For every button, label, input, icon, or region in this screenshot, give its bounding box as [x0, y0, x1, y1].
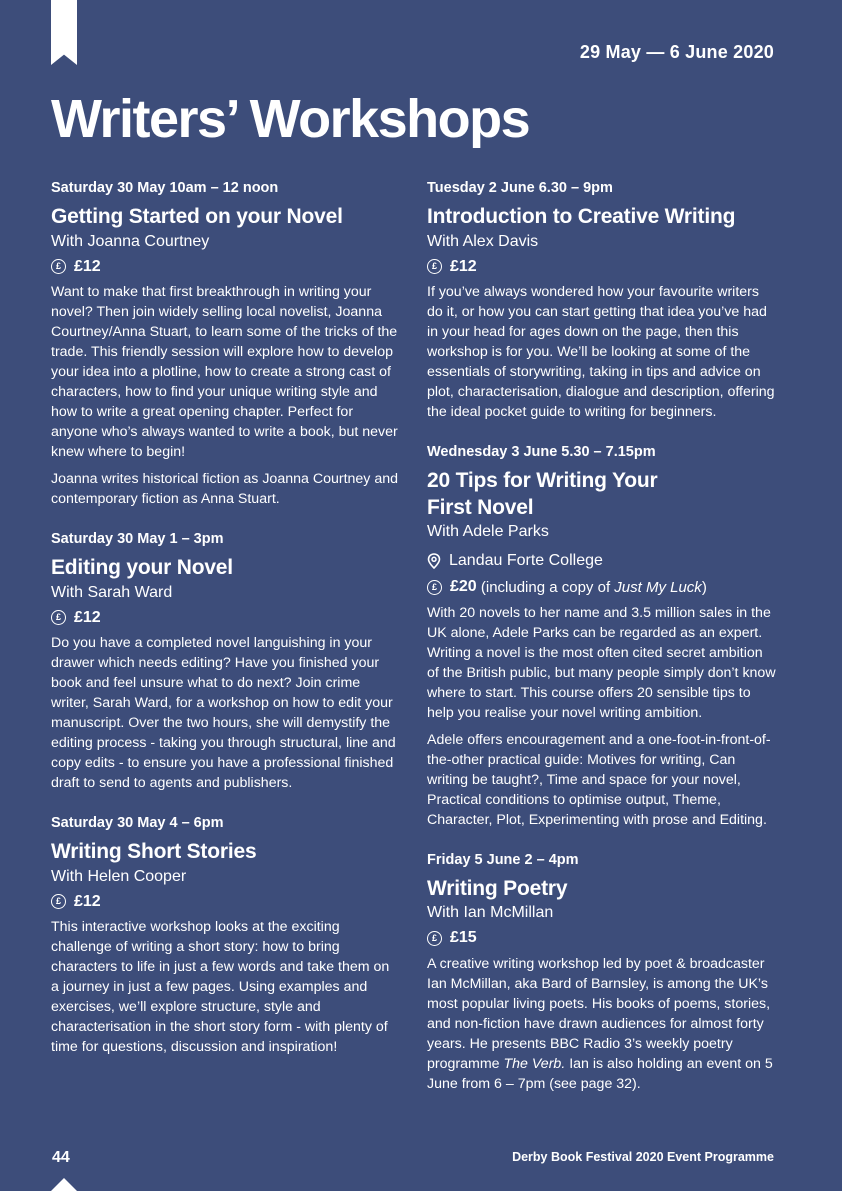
event-description: If you’ve always wondered how your favourite writers do it, or how you can start getting that idea you’ve had in your head for ages down on the page, then this workshop is for you. We’ll be looking at some of the essentials of storywriting, taking in tips and advice on plot, characterisation, dialogue and description, offering the ideal pocket guide to writing for beginners. [427, 284, 775, 421]
price-note-suffix: ) [701, 579, 707, 596]
event-description: Adele offers encouragement and a one-foot-in-front-of-the-other practical guide: Motives for writing, Can writing be taught?, Time and space for your novel, Practical conditions to optimise output, Theme, Character, Plot, Experimenting with prose and Editing. [427, 731, 771, 828]
event-date-time: Wednesday 3 June 5.30 – 7.15pm [427, 444, 656, 461]
event-host: With Alex Davis [427, 232, 539, 250]
event-host: With Helen Cooper [51, 867, 187, 885]
event-date-time: Tuesday 2 June 6.30 – 9pm [427, 180, 613, 196]
event-price: £15 [450, 929, 477, 947]
programme-title: The Verb. [503, 1055, 566, 1072]
event-title: Writing Poetry [427, 877, 568, 901]
event-writing-poetry [427, 852, 777, 1094]
event-title: 20 Tips for Writing Your First Novel [427, 469, 658, 519]
location-pin-icon [427, 553, 441, 569]
page-number: 44 [52, 1149, 70, 1166]
event-price-row [427, 576, 777, 598]
pound-circle-icon: £ [51, 894, 66, 909]
event-host: With Adele Parks [427, 522, 549, 540]
description-part: A creative writing workshop led by poet & broadcaster Ian McMillan, aka Bard of Barnsley, is among the UK’s most popular living poets. His books of poems, stories, and non-fiction have drawn audiences for almost forty years. He presents BBC Radio 3’s weekly poetry programme [427, 955, 771, 1072]
event-price-note [477, 577, 707, 598]
event-date-time: Saturday 30 May 10am – 12 noon [51, 180, 279, 196]
event-price: £12 [74, 257, 101, 275]
event-title: Getting Started on your Novel [51, 205, 343, 229]
event-date-time: Friday 5 June 2 – 4pm [427, 851, 579, 868]
event-title: Editing your Novel [51, 556, 233, 580]
event-description: Want to make that first breakthrough in writing your novel? Then join widely selling local novelist, Joanna Courtney/Anna Stuart, to learn some of the tricks of the trade. This friendly session will explore how to develop your idea into a plotline, how to create a strong cast of characters, how to find your unique writing style and how to write a great opening chapter. Perfect for anyone who’s always wanted to write a book, but never knew where to begin! [51, 284, 398, 461]
right-column [427, 180, 777, 1116]
event-price: £20 [450, 578, 477, 596]
event-host: With Joanna Courtney [51, 232, 210, 250]
event-date-time: Saturday 30 May 4 – 6pm [51, 815, 224, 832]
event-price-row [427, 927, 777, 949]
event-price: £12 [74, 892, 101, 910]
event-price-row [427, 256, 777, 278]
pound-circle-icon: £ [51, 259, 66, 274]
left-column [51, 180, 401, 1079]
event-venue: Landau Forte College [449, 551, 603, 569]
event-getting-started-novel [51, 180, 401, 509]
pound-circle-icon: £ [51, 610, 66, 625]
event-price: £12 [450, 257, 477, 275]
event-20-tips [427, 444, 777, 830]
pound-circle-icon: £ [427, 931, 442, 946]
event-price-row [51, 891, 401, 913]
event-price: £12 [74, 608, 101, 626]
event-description: Do you have a completed novel languishing in your drawer which needs editing? Have you finished your book and feel unsure what to do next? Join crime writer, Sarah Ward, for a workshop on how to edit your manuscript. Over the two hours, she will demystify the editing process - taking you through structural, line and copy edits - to ensure you have a professional finished draft to send to agents and publishers. [51, 635, 396, 792]
event-date-time: Saturday 30 May 1 – 3pm [51, 531, 224, 548]
price-note-book-title: Just My Luck [614, 579, 702, 596]
date-range: 29 May — 6 June 2020 [579, 42, 774, 62]
price-note-prefix: (including a copy of [476, 579, 615, 596]
event-price-row [51, 256, 401, 278]
page-arrow-icon [51, 1178, 77, 1191]
page-title: Writers’ Workshops [51, 89, 530, 149]
publication-title: Derby Book Festival 2020 Event Programme [512, 1150, 774, 1164]
event-description [427, 954, 777, 1094]
event-short-stories [51, 815, 401, 1057]
event-description: With 20 novels to her name and 3.5 million sales in the UK alone, Adele Parks can be regarded as an expert. Writing a novel is the most often cited secret ambition of the British public, but many people simply don’t know where to start. This course offers 20 sensible tips to help you realise your novel writing ambition. [427, 604, 776, 721]
event-description: Joanna writes historical fiction as Joanna Courtney and contemporary fiction as Anna Stuart. [51, 471, 398, 508]
event-description: This interactive workshop looks at the exciting challenge of writing a short story: how to bring characters to life in just a few words and take them on a journey in just a few pages. Using examples and exercises, we’ll explore structure, style and characterisation in the short story form - with plenty of time for questions, discussion and inspiration! [51, 919, 390, 1056]
event-host: With Ian McMillan [427, 904, 554, 922]
pound-circle-icon: £ [427, 580, 442, 595]
description-part: Ian is also holding an event on 5 June from 6 – 7pm (see page 32). [427, 1055, 773, 1092]
pound-circle-icon: £ [427, 259, 442, 274]
event-price-row [51, 607, 401, 629]
event-venue-row [427, 550, 777, 572]
event-title: Writing Short Stories [51, 840, 257, 864]
event-title: Introduction to Creative Writing [427, 205, 736, 229]
event-host: With Sarah Ward [51, 583, 173, 601]
bookmark-ribbon-icon [51, 0, 77, 65]
event-editing-novel [51, 531, 401, 793]
event-creative-writing [427, 180, 777, 422]
